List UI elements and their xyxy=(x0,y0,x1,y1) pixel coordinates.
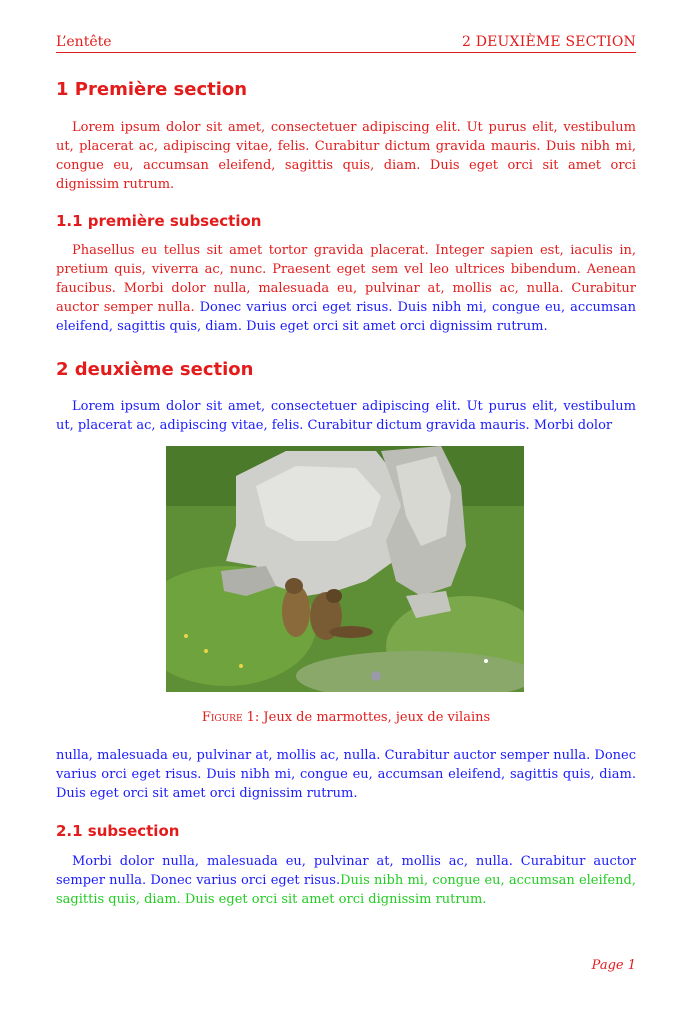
header-left: L’entête xyxy=(56,34,112,50)
figure-label: Figure 1: xyxy=(201,710,260,725)
section-1-paragraph: Lorem ipsum dolor sit amet, consectetuer adipiscing elit. Ut purus elit, vestibulum ut, placerat ac, adipiscing vitae, felis. Curabitur dictum gravida mauris. Duis nibh mi, congue eu, accumsan eleifend, sagittis quis, diam. Duis eget orci sit amet orci dignissim rutrum. xyxy=(56,120,636,192)
figure-marmots-image xyxy=(166,446,524,692)
figure-caption-text: Jeux de marmottes, jeux de vilains xyxy=(259,710,491,725)
section-2-paragraph-bottom: nulla, malesuada eu, pulvinar at, mollis ac, nulla. Curabitur auctor semper nulla. Donec varius orci eget risus. Duis nibh mi, congue eu, accumsan eleifend, sagittis quis, diam. Duis eget orci sit amet orci dignissim rutrum. xyxy=(56,748,636,801)
subsection-1-1-title: 1.1 première subsection xyxy=(56,212,262,230)
section-2-paragraph-top: Lorem ipsum dolor sit amet, consectetuer adipiscing elit. Ut purus elit, vestibulum ut, placerat ac, adipiscing vitae, felis. Curabitur dictum gravida mauris. Morbi dolor xyxy=(56,399,636,433)
subsection-2-1-green-text: Duis nibh mi, congue eu, accumsan eleifend, sagittis quis, diam. Duis eget orci sit amet orci dignissim rutrum. xyxy=(56,873,636,907)
subsection-1-1-paragraph xyxy=(56,241,636,336)
subsection-1-1-red-text: Phasellus eu tellus sit amet tortor gravida placerat. Integer sapien est, iaculis in, pretium quis, viverra ac, nunc. Praesent eget sem vel leo ultrices bibendum. Aenean faucibus. Morbi dolor nulla, malesuada eu, pulvinar at, mollis ac, nulla. Curabitur auctor semper nulla. xyxy=(56,243,636,315)
subsection-1-1-blue-text: Donec varius orci eget risus. Duis nibh mi, congue eu, accumsan eleifend, sagittis quis, diam. Duis eget orci sit amet orci dignissim rutrum. xyxy=(56,300,636,334)
figure-caption xyxy=(56,710,636,725)
subsection-2-1-title: 2.1 subsection xyxy=(56,822,180,840)
marmots-photo xyxy=(166,446,524,692)
header-right: 2 DEUXIÈME SECTION xyxy=(461,34,636,50)
section-2-title: 2 deuxième section xyxy=(56,359,254,380)
running-header xyxy=(56,34,636,53)
subsection-2-1-paragraph xyxy=(56,852,636,909)
subsection-2-1-blue-text: Morbi dolor nulla, malesuada eu, pulvinar at, mollis ac, nulla. Curabitur auctor semper nulla. Donec varius orci eget risus. xyxy=(56,854,636,888)
section-1-title: 1 Première section xyxy=(56,79,248,100)
page-number: Page 1 xyxy=(591,958,636,973)
